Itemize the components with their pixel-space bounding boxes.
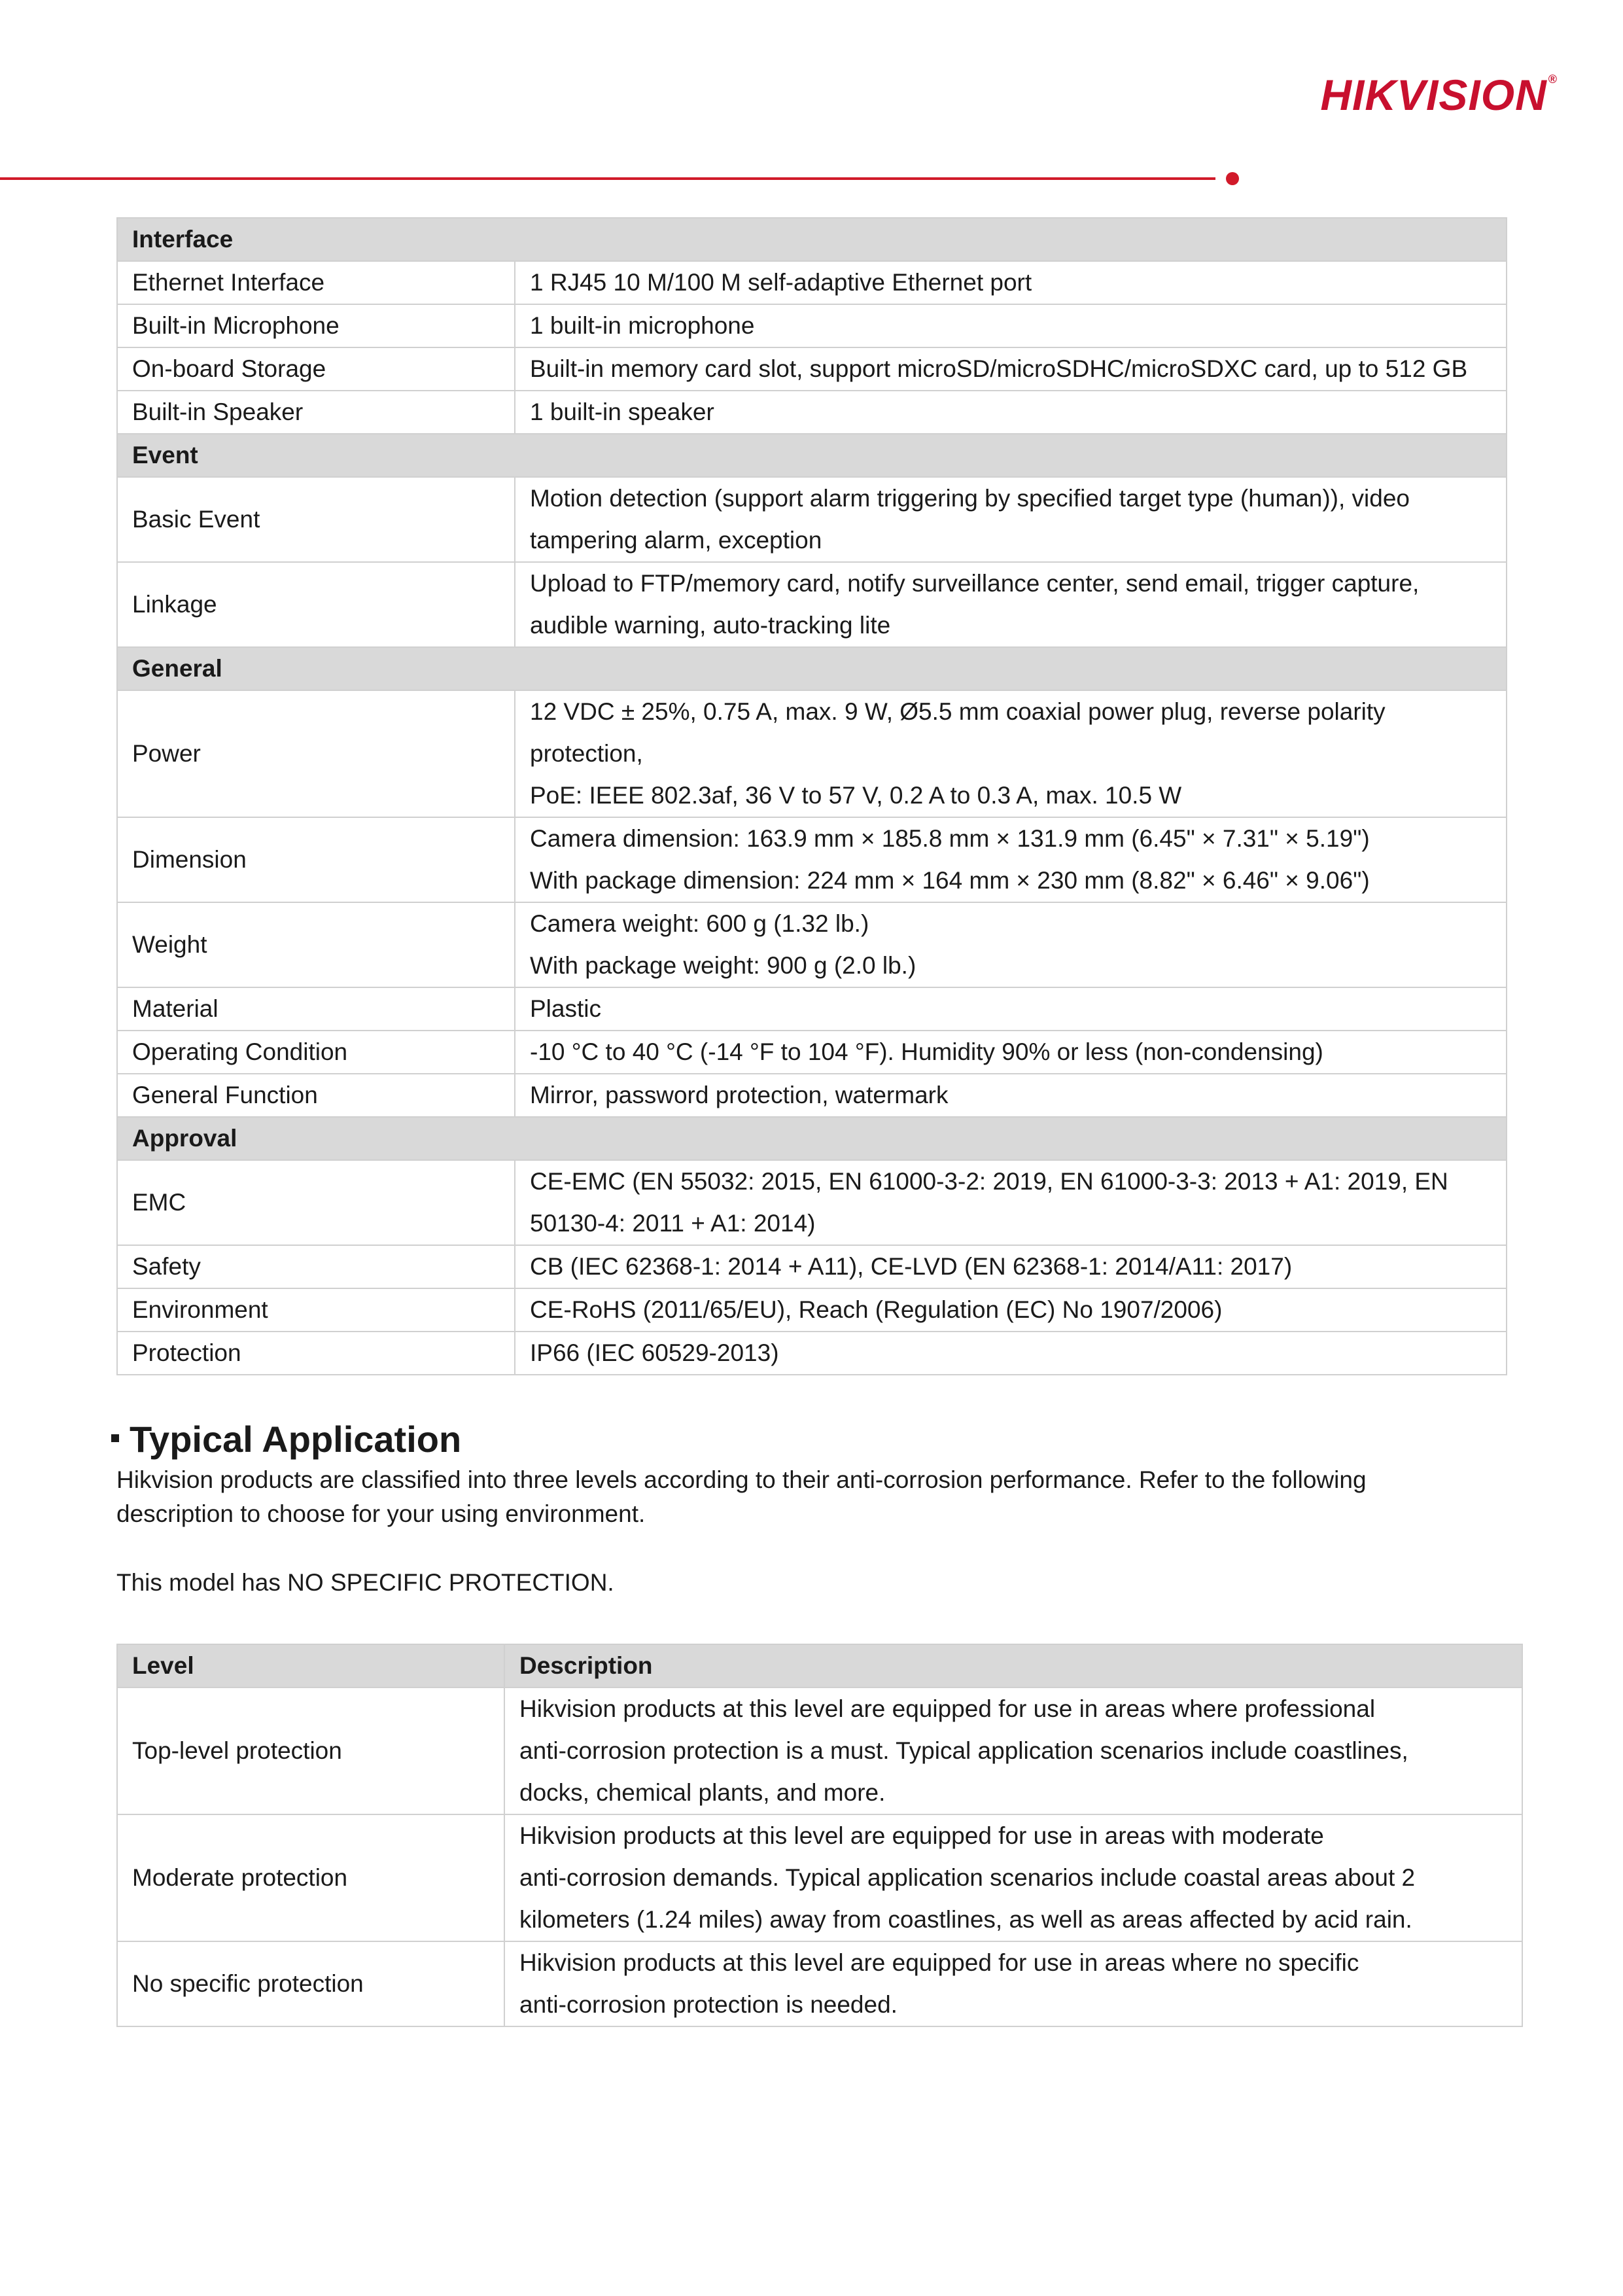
spec-value [515, 477, 1507, 562]
spec-value [515, 1245, 1507, 1288]
level-row [117, 1941, 1522, 2026]
section-title: General [117, 647, 1507, 690]
typical-application-heading [111, 1417, 461, 1462]
spec-value-line: audible warning, auto-tracking lite [530, 612, 891, 639]
spec-row [117, 1074, 1507, 1117]
level-description [504, 1687, 1522, 1814]
spec-key: Ethernet Interface [117, 261, 515, 304]
spec-value-line: IP66 (IEC 60529-2013) [530, 1339, 779, 1366]
spec-key: Dimension [117, 817, 515, 902]
spec-value-line: Upload to FTP/memory card, notify surveillance center, send email, trigger capture, [530, 570, 1420, 597]
spec-value-line: Motion detection (support alarm triggering by specified target type (human)), video [530, 485, 1410, 512]
level-name: Moderate protection [117, 1814, 504, 1941]
spec-row [117, 391, 1507, 434]
spec-value-line: Plastic [530, 995, 601, 1022]
spec-value [515, 690, 1507, 817]
header-rule-dot [1226, 172, 1239, 185]
spec-key: General Function [117, 1074, 515, 1117]
spec-value [515, 261, 1507, 304]
spec-value-line: Built-in memory card slot, support microSD/microSDHC/microSDXC card, up to 512 GB [530, 355, 1468, 382]
spec-row [117, 1160, 1507, 1245]
registered-mark: ® [1548, 73, 1558, 86]
bullet-square-icon [111, 1434, 119, 1442]
spec-key: Weight [117, 902, 515, 987]
intro-line: description to choose for your using environment. [116, 1500, 646, 1527]
spec-value [515, 391, 1507, 434]
spec-row [117, 347, 1507, 391]
section-header-row [117, 1117, 1507, 1160]
spec-value-line: 1 built-in speaker [530, 398, 714, 425]
description-header: Description [504, 1644, 1522, 1687]
spec-value [515, 987, 1507, 1031]
spec-key: Built-in Speaker [117, 391, 515, 434]
spec-row [117, 1245, 1507, 1288]
section-title: Approval [117, 1117, 1507, 1160]
spec-row [117, 1031, 1507, 1074]
spec-value [515, 1031, 1507, 1074]
spec-row [117, 987, 1507, 1031]
level-description-line: Hikvision products at this level are equipped for use in areas where professional [519, 1695, 1376, 1722]
typical-application-intro [116, 1463, 1523, 1531]
level-table-header-row [117, 1644, 1522, 1687]
spec-value-line: With package dimension: 224 mm × 164 mm × 230 mm (8.82" × 6.46" × 9.06") [530, 867, 1370, 894]
spec-value [515, 1074, 1507, 1117]
spec-value [515, 902, 1507, 987]
spec-key: Safety [117, 1245, 515, 1288]
header-rule [0, 177, 1215, 180]
spec-value-line: -10 °C to 40 °C (-14 °F to 104 °F). Humidity 90% or less (non-condensing) [530, 1038, 1323, 1065]
spec-value-line: Camera weight: 600 g (1.32 lb.) [530, 910, 869, 937]
spec-value-line: CE-RoHS (2011/65/EU), Reach (Regulation (EC) No 1907/2006) [530, 1296, 1223, 1323]
spec-value-line: 1 built-in microphone [530, 312, 755, 339]
spec-key: Built-in Microphone [117, 304, 515, 347]
level-description-line: anti-corrosion demands. Typical application scenarios include coastal areas about 2 [519, 1864, 1416, 1891]
spec-value-line: CE-EMC (EN 55032: 2015, EN 61000-3-2: 2019, EN 61000-3-3: 2013 + A1: 2019, EN [530, 1168, 1448, 1195]
spec-key: Power [117, 690, 515, 817]
protection-level-table [116, 1644, 1523, 2027]
model-protection-note: This model has NO SPECIFIC PROTECTION. [116, 1569, 614, 1596]
spec-value [515, 1160, 1507, 1245]
level-description-line: Hikvision products at this level are equipped for use in areas where no specific [519, 1949, 1359, 1976]
section-header-row [117, 434, 1507, 477]
protection-level-table-body [117, 1644, 1522, 2026]
logo-text-b: VISION [1397, 71, 1547, 119]
hikvision-logo [1320, 71, 1558, 119]
intro-line: Hikvision products are classified into three levels according to their anti-corrosion performance. Refer to the following [116, 1466, 1367, 1493]
spec-value-line: Mirror, password protection, watermark [530, 1082, 949, 1108]
spec-value-line: With package weight: 900 g (2.0 lb.) [530, 952, 916, 979]
spec-key: Material [117, 987, 515, 1031]
level-description [504, 1941, 1522, 2026]
spec-key: Protection [117, 1332, 515, 1375]
spec-value [515, 1332, 1507, 1375]
spec-value-line: tampering alarm, exception [530, 527, 822, 554]
spec-value-line: CB (IEC 62368-1: 2014 + A11), CE-LVD (EN 62368-1: 2014/A11: 2017) [530, 1253, 1293, 1280]
spec-row [117, 477, 1507, 562]
spec-row [117, 1288, 1507, 1332]
spec-value-line: 12 VDC ± 25%, 0.75 A, max. 9 W, Ø5.5 mm coaxial power plug, reverse polarity [530, 698, 1386, 725]
level-description [504, 1814, 1522, 1941]
spec-value-line: Camera dimension: 163.9 mm × 185.8 mm × 131.9 mm (6.45" × 7.31" × 5.19") [530, 825, 1370, 852]
spec-value-line: 1 RJ45 10 M/100 M self-adaptive Ethernet port [530, 269, 1032, 296]
spec-key: Environment [117, 1288, 515, 1332]
spec-row [117, 261, 1507, 304]
level-description-line: Hikvision products at this level are equipped for use in areas with moderate [519, 1822, 1324, 1849]
spec-value [515, 347, 1507, 391]
level-name: Top-level protection [117, 1687, 504, 1814]
spec-key: Basic Event [117, 477, 515, 562]
spec-value [515, 1288, 1507, 1332]
level-description-line: anti-corrosion protection is a must. Typical application scenarios include coastlines, [519, 1737, 1408, 1764]
level-header: Level [117, 1644, 504, 1687]
level-description-line: anti-corrosion protection is needed. [519, 1991, 898, 2018]
section-header-row [117, 218, 1507, 261]
spec-row [117, 690, 1507, 817]
logo-text-a: HIK [1320, 71, 1397, 119]
level-row [117, 1814, 1522, 1941]
spec-key: Operating Condition [117, 1031, 515, 1074]
section-header-row [117, 647, 1507, 690]
level-row [117, 1687, 1522, 1814]
spec-value-line: protection, [530, 740, 643, 767]
spec-row [117, 1332, 1507, 1375]
spec-table [116, 217, 1507, 1375]
spec-key: Linkage [117, 562, 515, 647]
spec-value [515, 562, 1507, 647]
spec-row [117, 562, 1507, 647]
spec-table-body [117, 218, 1507, 1375]
typical-application-title: Typical Application [130, 1419, 462, 1460]
spec-value [515, 817, 1507, 902]
spec-row [117, 817, 1507, 902]
spec-key: On-board Storage [117, 347, 515, 391]
spec-value-line: PoE: IEEE 802.3af, 36 V to 57 V, 0.2 A to 0.3 A, max. 10.5 W [530, 782, 1182, 809]
section-title: Interface [117, 218, 1507, 261]
spec-row [117, 902, 1507, 987]
spec-value [515, 304, 1507, 347]
spec-row [117, 304, 1507, 347]
spec-value-line: 50130-4: 2011 + A1: 2014) [530, 1210, 816, 1237]
level-description-line: docks, chemical plants, and more. [519, 1779, 886, 1806]
section-title: Event [117, 434, 1507, 477]
spec-key: EMC [117, 1160, 515, 1245]
level-name: No specific protection [117, 1941, 504, 2026]
level-description-line: kilometers (1.24 miles) away from coastlines, as well as areas affected by acid rain. [519, 1906, 1412, 1933]
